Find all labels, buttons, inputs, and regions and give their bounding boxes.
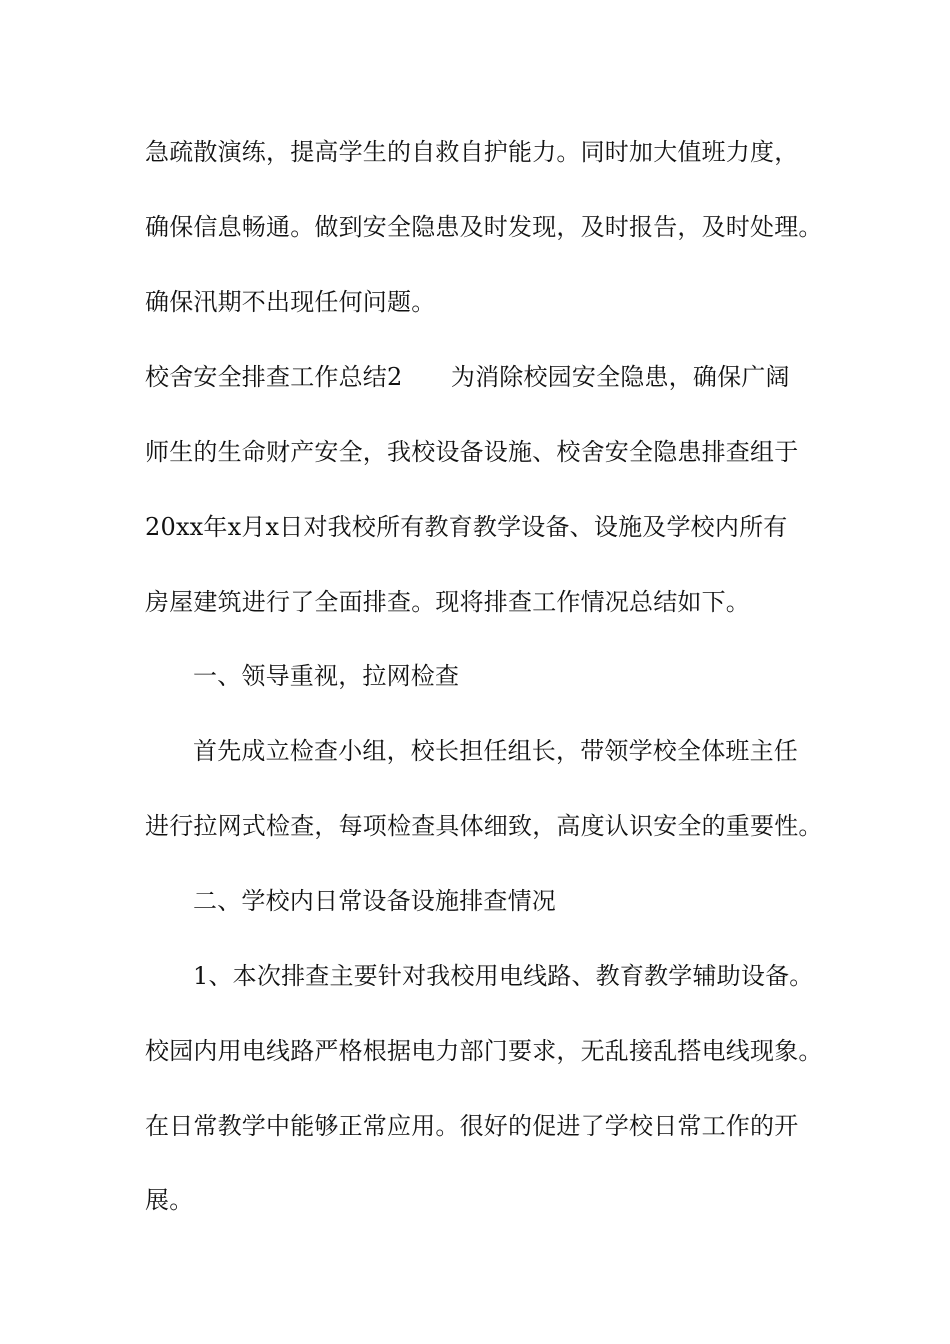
text-line: 校园内用电线路严格根据电力部门要求，无乱接乱搭电线现象。 <box>145 1037 823 1065</box>
text-line: 首先成立检查小组，校长担任组长，带领学校全体班主任 <box>193 737 798 765</box>
section-heading-1: 一、领导重视，拉网检查 <box>193 662 460 690</box>
text-line: 展。 <box>145 1186 194 1214</box>
section-title-line: 校舍安全排查工作总结2 为消除校园安全隐患，确保广阔 <box>145 363 790 391</box>
text-line: 在日常教学中能够正常应用。很好的促进了学校日常工作的开 <box>145 1112 799 1140</box>
text-line: 师生的生命财产安全，我校设备设施、校舍安全隐患排查组于 <box>145 438 799 466</box>
text-line: 确保信息畅通。做到安全隐患及时发现，及时报告，及时处理。 <box>145 213 823 241</box>
text-line: 进行拉网式检查，每项检查具体细致，高度认识安全的重要性。 <box>145 812 823 840</box>
text-line: 急疏散演练，提高学生的自救自护能力。同时加大值班力度， <box>145 138 799 166</box>
section-heading-2: 二、学校内日常设备设施排查情况 <box>193 887 556 915</box>
text-line: 1、本次排查主要针对我校用电线路、教育教学辅助设备。 <box>193 962 814 990</box>
text-line: 20xx年x月x日对我校所有教育教学设备、设施及学校内所有 <box>145 513 788 541</box>
text-line: 确保汛期不出现任何问题。 <box>145 288 436 316</box>
text-line: 房屋建筑进行了全面排查。现将排查工作情况总结如下。 <box>145 588 750 616</box>
